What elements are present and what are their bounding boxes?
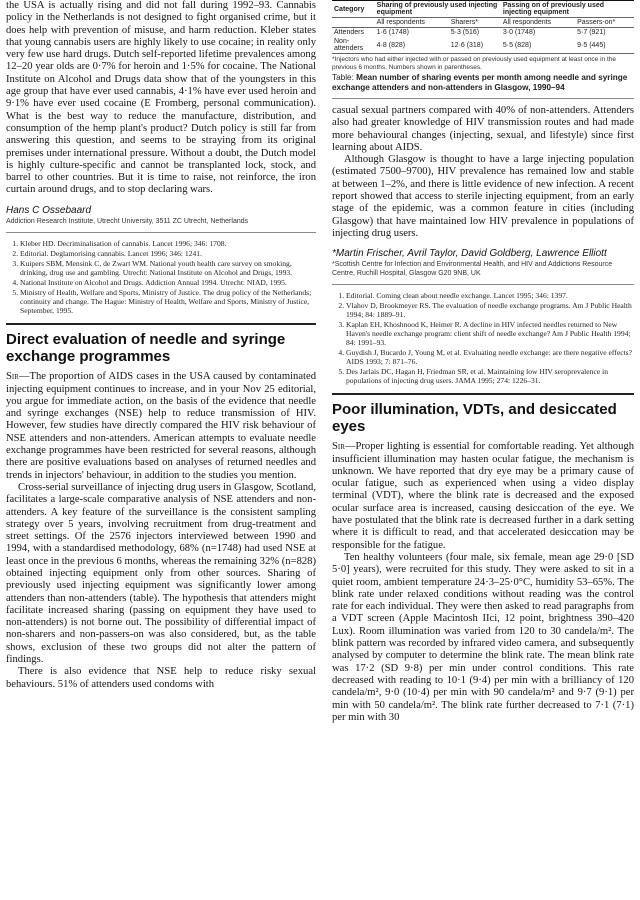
letter-paragraph: Cross-serial surveillance of injecting drug users in Glasgow, Scotland, facilitates a large-scale comparative analysis of NSE attenders and non-attenders. A key feature of the surveillance is the consistent sampling strategy over 5 years, involving recruitment from drug-treatment and street settings. Of the 2576 injectors interviewed between 1990 and 1994, with a standardised methodology, 68% (n=1748) had used NSE at least once in the previous 6 months, whereas the remaining 32% (n=828) obtained injecting equipment only from other sources. Sharing of previously used injecting equipment was significantly lower among attenders than non-attenders (table). The hypothesis that attenders might facilitate increased sharing (passing on equipment they have used to non-attenders) is not borne out. The possibility of differential impact of non-sharers and non-passers-on was also considered, but, as the table shows, exclusion of these two groups did not alter the pattern of findings. [6, 481, 316, 666]
table-subheader: Sharers* [449, 18, 501, 28]
table-subheader [332, 18, 375, 28]
author-affiliation: *Scottish Centre for Infection and Environmental Health, and HIV and Addictions Resource Centre, Ruchill Hospital, Glasgow G20 9NB, UK [332, 261, 613, 277]
letter-paragraph-text: —The proportion of AIDS cases in the USA caused by contaminated injecting equipment continues to increase, and in your Nov 25 editorial, you argue for immediate action, on the basis of the evidence that needle and syringe exchanges (NSE) help to reduce transmission of HIV. However, few studies have directly compared the HIV risk behaviour of NSE attenders and non-attenders. American attempts to evaluate needle exchange programmes have been restricted for several reasons, although there are positive evaluations based on analyses of returned needles and trends in injectors' behaviour, in addition to the studies you mention. [6, 371, 316, 481]
table-header: Passing on of previously used injecting equipment [501, 1, 634, 18]
table-header: Category [332, 1, 375, 18]
letter-paragraph [6, 371, 316, 482]
table-cell: 5·3 (516) [450, 29, 480, 36]
table-header: Sharing of previously used injecting equipment [375, 1, 501, 18]
table-cell: 5·7 (921) [577, 29, 606, 36]
table-cell: 4·8 (828) [375, 37, 449, 54]
letter-paragraph: There is also evidence that NSE help to reduce risky sexual behaviours. 51% of attenders used condoms with [6, 666, 316, 690]
table-cell: Non-attenders [332, 37, 375, 54]
table-footnote: *Injectors who had either injected with or passed on previously used equipment at least once in the previous 6 months. Numbers shown in parentheses. [332, 56, 617, 71]
reference-item: 4. Guydish J, Bucardo J, Young M, et al. Evaluating needle exchange: are there negative effects? AIDS 1993; 7: 871–76. [346, 348, 634, 366]
section-divider [332, 393, 634, 395]
letter-paragraph [332, 441, 634, 552]
reference-item: 5. Des Jarlais DC, Hagan H, Friedman SR, et al. Maintaining low HIV seroprevalence in populations of injecting drug users. JAMA 1995; 274: 1226–31. [346, 367, 634, 385]
reference-item: 3. Kaplan EH, Khoshnood K, Heimer R. A decline in HIV infected needles returned to New Haven's needle exchange program: client shift of needle exchange? Am J Public Health 1994; 84: 1991–93. [346, 320, 634, 347]
right-column [332, 0, 634, 724]
reference-item: 1. Editorial. Coming clean about needle exchange. Lancet 1995; 346: 1397. [346, 291, 634, 300]
divider [332, 284, 634, 285]
reference-item: 4. National Institute on Alcohol and Drugs. Addiction Annual 1994. Utrecht: NIAD, 1995. [20, 278, 316, 287]
article-title: Direct evaluation of needle and syringe exchange programmes [6, 331, 286, 366]
data-table-block [332, 0, 634, 92]
table-subheader: All respondents [375, 18, 449, 28]
table-caption-label: Table: [332, 73, 354, 82]
section-divider [6, 323, 316, 325]
reference-item: 5. Ministry of Health, Welfare and Sports, Ministry of Justice. The drug policy of the Netherlands; continuity and change. The Hague: Ministry of Health, Welfare and Sports, Ministry of Justice, September, 1995. [20, 288, 316, 315]
reference-item: 2. Editorial. Deglamorising cannabis. Lancet 1996; 346: 1241. [20, 249, 316, 258]
letter-paragraph: Although Glasgow is thought to have a large injecting population (estimated 7500–9700), HIV prevalence has remained low and stable at between 1–2%, and there is little evidence of new infection. A recent report showed that access to sterile injecting equipment, from an early stage of the epidemic, was a common feature in cities (including Glasgow) that have maintained low HIV prevalence in populations of injecting drug users. [332, 154, 634, 239]
table-row [332, 28, 634, 38]
left-column [6, 0, 316, 691]
author-affiliation: Addiction Research Institute, Utrecht University, 3511 ZC Utrecht, Netherlands [6, 217, 249, 225]
table-cell: 1·6 (1748) [376, 29, 409, 36]
table-cell: 5·5 (828) [501, 37, 575, 54]
letter-paragraph: casual sexual partners compared with 40% of non-attenders. Attenders also had greater knowledge of HIV transmission routes and had made more behavioural changes (injecting, sexual, and lifestyle) since first learning about AIDS. [332, 105, 634, 153]
table-caption [332, 73, 634, 92]
table-cell: 3·0 (1748) [502, 29, 536, 36]
reference-item: 3. Kuipers SBM, Mensink C, de Zwart WM. National youth health care survey on smoking, drinking, drug use and gambling. Utrecht: National Institute on Alcohol and Drugs, 1993. [20, 259, 316, 277]
divider [332, 98, 634, 99]
table-row [332, 37, 634, 54]
table-caption-text: Mean number of sharing events per month among needle and syringe exchange attenders and non-attenders in Glasgow, 1990–94 [332, 73, 628, 92]
letter-paragraph-text: —Proper lighting is essential for comfortable reading. Yet although insufficient illumination may hasten ocular fatigue, the mechanism is unknown. We have reported that dry eye may be a primary cause of ocular fatigue, such as experienced when using a video display terminal (VDT), where the blink rate is decreased and the exposed ocular surface area is increased, causing desiccation of the eye. We have postulated that the blink rate is decreased further in a dark setting where it is difficult to read, and that accelerated desiccation may be responsible for the fatigue. [332, 441, 634, 551]
reference-item: 2. Vlahov D, Brookmeyer RS. The evaluation of needle exchange programs. Am J Public Health 1994; 84: 1889–91. [346, 301, 634, 319]
letter-paragraph: Ten healthy volunteers (four male, six female, mean age 29·0 [SD 5·0] years), were recruited for this study. They were asked to sit in a quiet room, ambient temperature 24·3–25·0°C, humidity 53–65%. The blink rate under relaxed conditions without reading was the control rate for each individual. They were then asked to read paragraphs from a VDT screen (Apple Macintosh IIci, 12 point, brightness 390–420 Lux). Room illumination was varied from 120 to 30 candela/m². The blink pattern was recorded by infrared video camera, and subsequently analysed by computer to determine the blink rate. The mean blink rate was 17·2 (SD 9·8) per min under control conditions. This rate decreased with reading to 10·1 (9·4) per min with a brilliancy of 120 candela/m², 9·0 (10·4) per min with 90 candela/m² and 9·7 (9·1) per min with 50 candela/m². The blink rate further decreased to 7·1 (7·1) per min with 30 [332, 551, 634, 723]
reference-item: 1. Kleber HD. Decriminalisation of cannabis. Lancet 1996; 346: 1708. [20, 239, 316, 248]
table-cell: 12·6 (318) [449, 37, 501, 54]
salutation: Sir [332, 441, 345, 453]
data-table [332, 0, 634, 54]
table-cell: Attenders [334, 29, 364, 36]
letter-body-continued: the USA is actually rising and did not fall during 1992–93. Cannabis policy in the Netherlands is not designed to fight organised crime, but it does help with prevention of misuse, and harm reduction. Kleber states that young cannabis users are highly likely to use cocaine; in reality only very few use hard drugs. Dutch self-reported lifetime prevalences among 12–20 year olds are 0·7% for heroin and 1·5% for cocaine. The National Institute on Alcohol and Drugs data show that of the youngsters in this age group that have ever used cannabis, 4·1% have ever used heroin and 9·1% have ever used cocaine (E Fromberg, personal communication). What is the best way to reduce the manufacture, distribution, and consumption of the hemp plant's product? Dutch policy is still far from answering this question, and seems to be straying from its original premises under international pressure. Without a doubt, the Dutch model is highly culture-specific and cannot be transplanted lock, stock, and barrel to other countries. But it is time to raise, not reinforce, the iron curtain around drugs, and to stop declaring wars. [6, 0, 316, 196]
table-subheader: Passers-on* [575, 18, 634, 28]
article-title: Poor illumination, VDTs, and desiccated eyes [332, 401, 617, 436]
divider [6, 232, 316, 233]
reference-list [6, 239, 316, 315]
author-signature: Hans C Ossebaard [6, 204, 92, 216]
reference-list [332, 291, 634, 385]
table-subheader: All respondents [501, 18, 575, 28]
table-cell: 9·5 (445) [575, 37, 634, 54]
author-signature: *Martin Frischer, Avril Taylor, David Goldberg, Lawrence Elliott [332, 248, 607, 260]
salutation: Sir [6, 371, 19, 383]
